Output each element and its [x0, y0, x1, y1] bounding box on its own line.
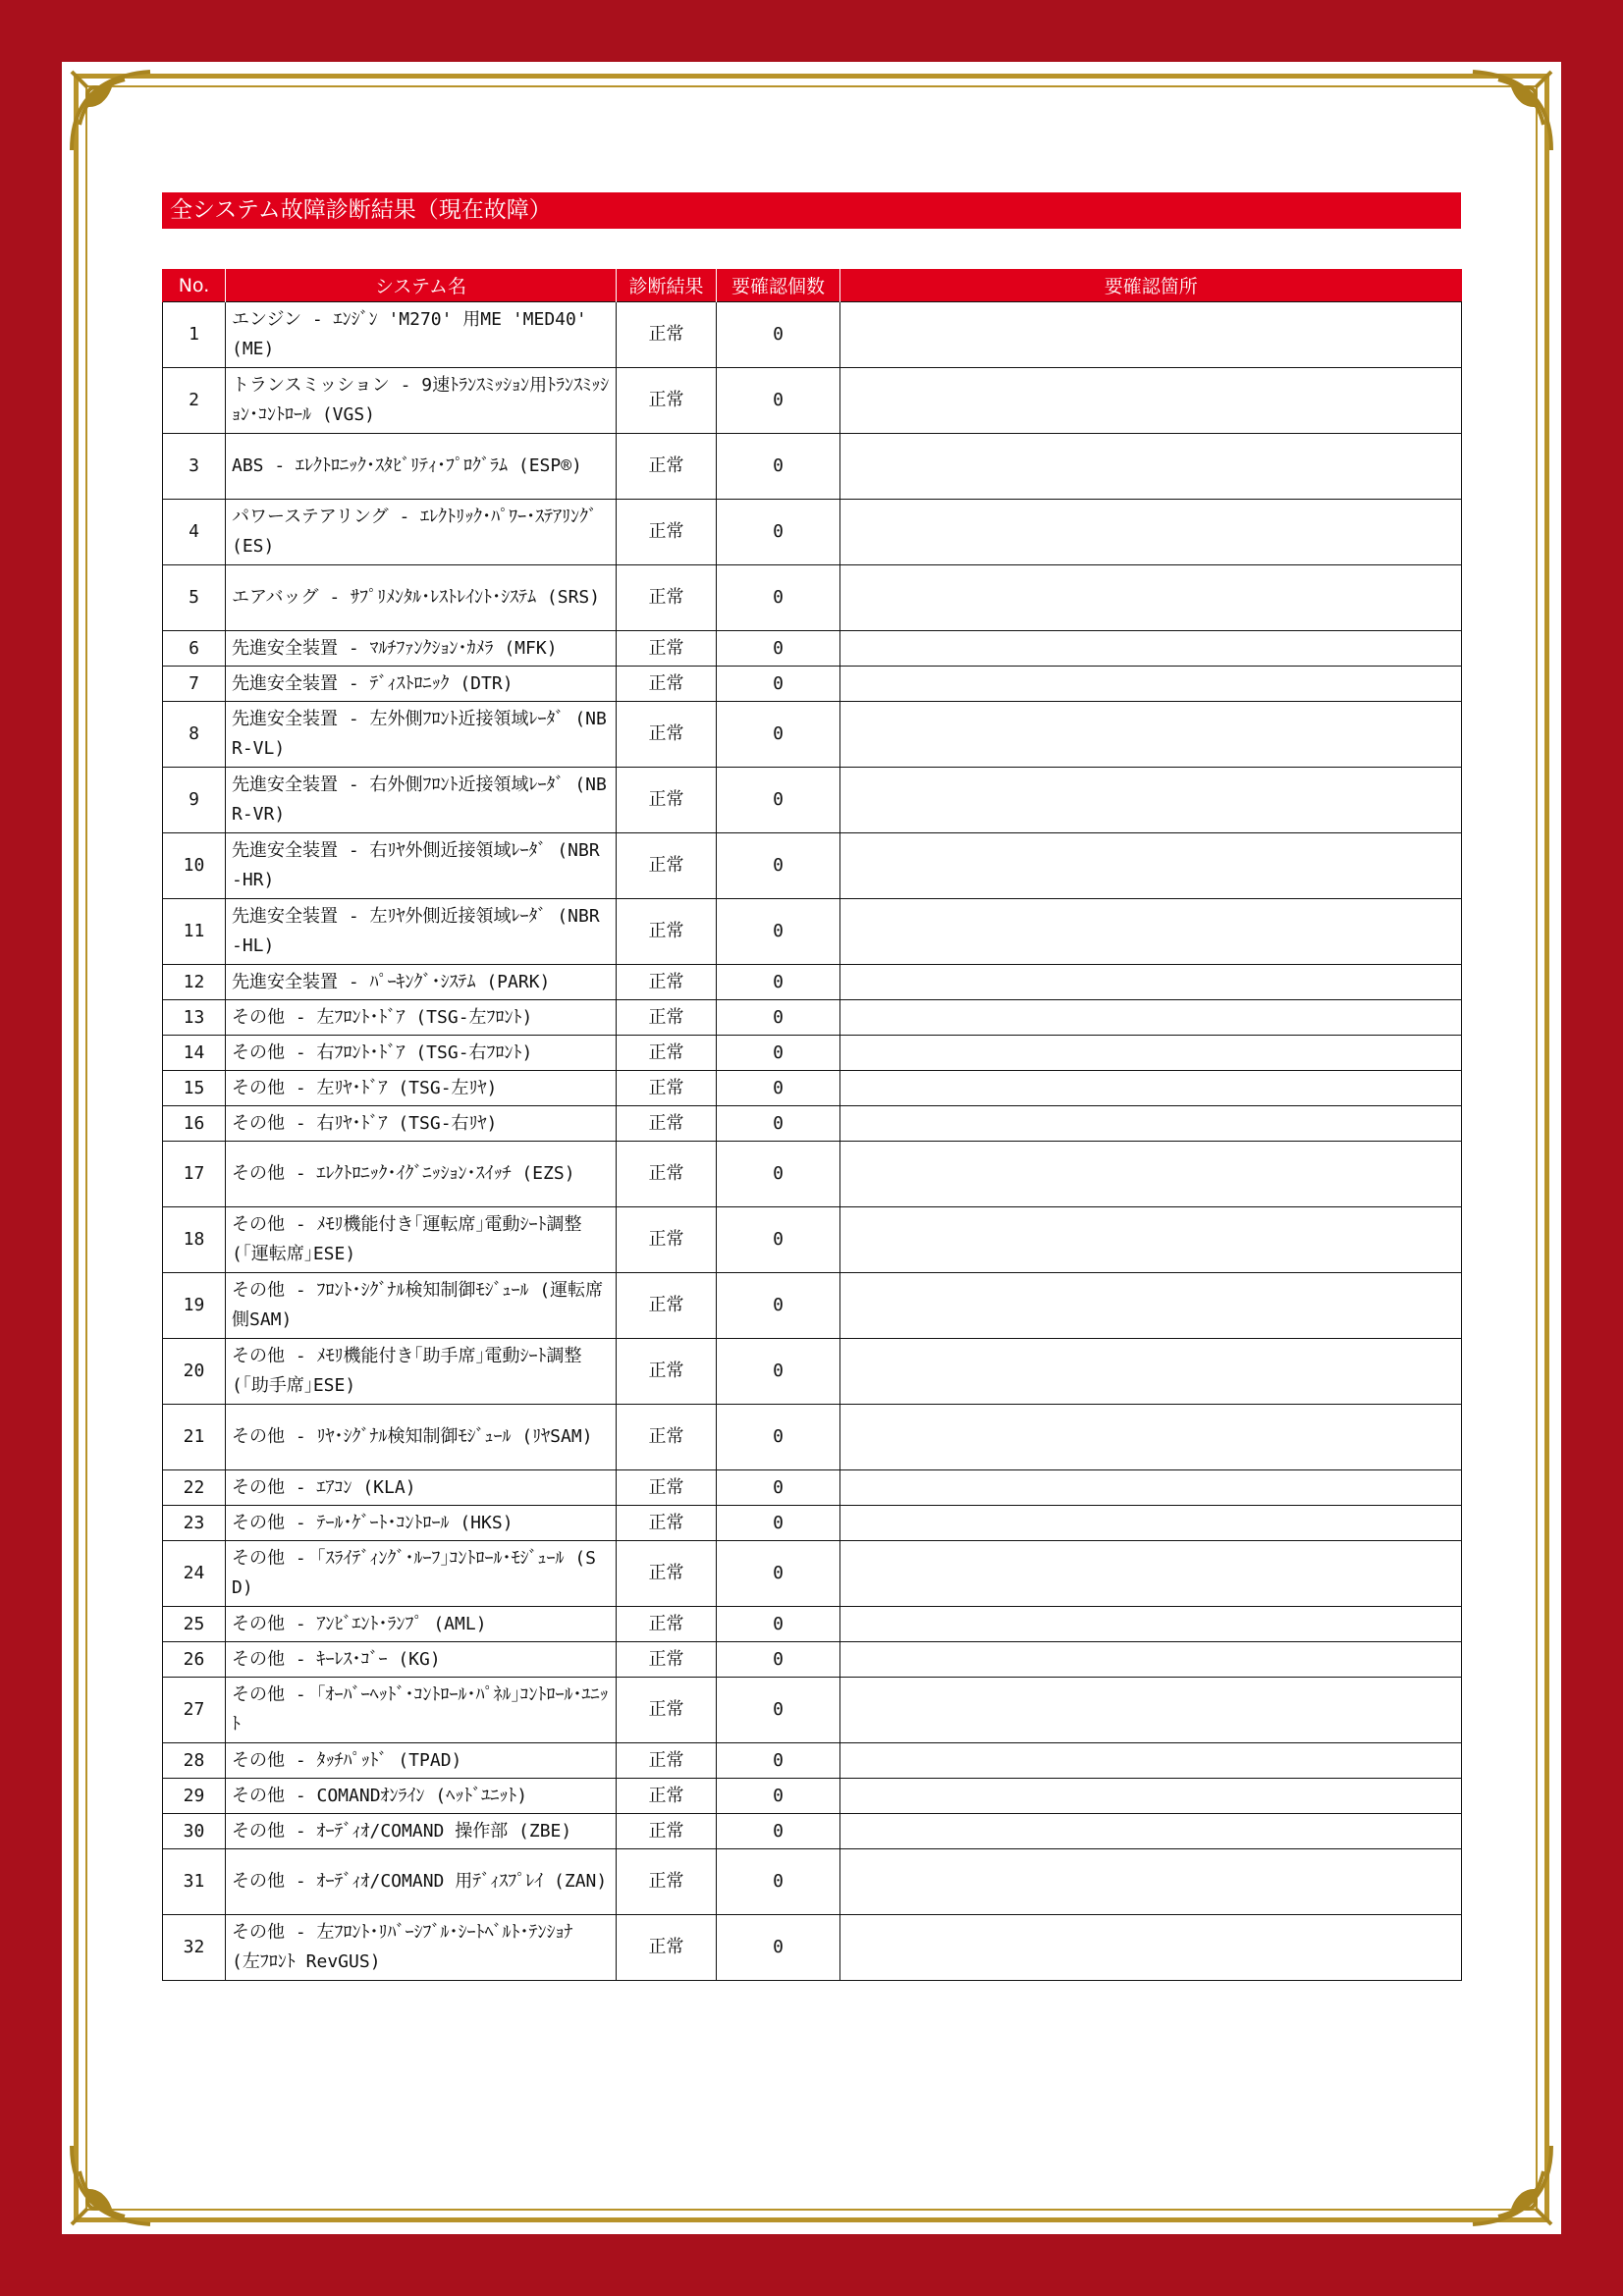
cell-system-name: 先進安全装置 - 左ﾘﾔ外側近接領域ﾚｰﾀﾞ (NBR-HL): [226, 899, 617, 965]
cell-result: 正常: [617, 565, 717, 631]
cell-check-location: [840, 1273, 1462, 1339]
cell-check-count: 0: [717, 1541, 840, 1607]
cell-check-count: 0: [717, 434, 840, 500]
cell-no: 9: [163, 768, 226, 833]
cell-result: 正常: [617, 1743, 717, 1779]
cell-no: 25: [163, 1607, 226, 1642]
cell-check-location: [840, 1207, 1462, 1273]
cell-check-location: [840, 1405, 1462, 1470]
table-row: [163, 1207, 1462, 1273]
cell-system-name: その他 - ﾌﾛﾝﾄ･ｼｸﾞﾅﾙ検知制御ﾓｼﾞｭｰﾙ (運転席側SAM): [226, 1273, 617, 1339]
cell-result: 正常: [617, 631, 717, 667]
cell-result: 正常: [617, 1036, 717, 1071]
cell-check-location: [840, 1849, 1462, 1915]
cell-system-name: 先進安全装置 - 右ﾘﾔ外側近接領域ﾚｰﾀﾞ (NBR-HR): [226, 833, 617, 899]
cell-result: 正常: [617, 965, 717, 1000]
table-row: [163, 631, 1462, 667]
cell-check-location: [840, 1743, 1462, 1779]
cell-no: 5: [163, 565, 226, 631]
cell-no: 10: [163, 833, 226, 899]
cell-system-name: 先進安全装置 - ﾊﾟｰｷﾝｸﾞ･ｼｽﾃﾑ (PARK): [226, 965, 617, 1000]
cell-check-location: [840, 1339, 1462, 1405]
cell-check-location: [840, 1106, 1462, 1142]
table-row: [163, 1339, 1462, 1405]
cell-check-count: 0: [717, 1849, 840, 1915]
cell-result: 正常: [617, 1915, 717, 1981]
cell-no: 31: [163, 1849, 226, 1915]
cell-check-location: [840, 434, 1462, 500]
cell-check-count: 0: [717, 1642, 840, 1678]
cell-check-location: [840, 302, 1462, 368]
cell-system-name: トランスミッション - 9速ﾄﾗﾝｽﾐｯｼｮﾝ用ﾄﾗﾝｽﾐｯｼｮﾝ･ｺﾝﾄﾛｰﾙ (VGS): [226, 368, 617, 434]
cell-no: 17: [163, 1142, 226, 1207]
cell-result: 正常: [617, 1849, 717, 1915]
cell-result: 正常: [617, 768, 717, 833]
header-result: 診断結果: [617, 269, 717, 302]
cell-result: 正常: [617, 1779, 717, 1814]
table-row: [163, 1142, 1462, 1207]
cell-check-count: 0: [717, 1106, 840, 1142]
cell-no: 6: [163, 631, 226, 667]
corner-ornament-icon: [1467, 66, 1557, 156]
table-row: [163, 1036, 1462, 1071]
cell-check-count: 0: [717, 1607, 840, 1642]
cell-check-count: 0: [717, 1036, 840, 1071]
cell-result: 正常: [617, 1607, 717, 1642]
cell-check-location: [840, 899, 1462, 965]
table-row: [163, 833, 1462, 899]
cell-result: 正常: [617, 1071, 717, 1106]
table-row: [163, 434, 1462, 500]
cell-check-count: 0: [717, 500, 840, 565]
cell-check-count: 0: [717, 768, 840, 833]
cell-no: 19: [163, 1273, 226, 1339]
cell-no: 1: [163, 302, 226, 368]
table-row: [163, 768, 1462, 833]
cell-system-name: その他 - ﾘﾔ･ｼｸﾞﾅﾙ検知制御ﾓｼﾞｭｰﾙ (ﾘﾔSAM): [226, 1405, 617, 1470]
cell-check-location: [840, 1642, 1462, 1678]
cell-result: 正常: [617, 1405, 717, 1470]
table-row: [163, 1678, 1462, 1743]
cell-result: 正常: [617, 500, 717, 565]
cell-result: 正常: [617, 368, 717, 434]
cell-system-name: その他 - ｴｱｺﾝ (KLA): [226, 1470, 617, 1506]
cell-result: 正常: [617, 434, 717, 500]
cell-check-location: [840, 368, 1462, 434]
table-row: [163, 1506, 1462, 1541]
cell-no: 11: [163, 899, 226, 965]
cell-check-location: [840, 1036, 1462, 1071]
cell-check-location: [840, 1915, 1462, 1981]
cell-check-location: [840, 565, 1462, 631]
cell-system-name: その他 - ﾒﾓﾘ機能付き｢運転席｣電動ｼｰﾄ調整 (｢運転席｣ESE): [226, 1207, 617, 1273]
cell-check-count: 0: [717, 1207, 840, 1273]
cell-check-count: 0: [717, 1743, 840, 1779]
table-row: [163, 302, 1462, 368]
cell-check-count: 0: [717, 1506, 840, 1541]
cell-check-count: 0: [717, 965, 840, 1000]
table-row: [163, 1849, 1462, 1915]
cell-system-name: その他 - ﾒﾓﾘ機能付き｢助手席｣電動ｼｰﾄ調整 (｢助手席｣ESE): [226, 1339, 617, 1405]
cell-no: 16: [163, 1106, 226, 1142]
cell-check-count: 0: [717, 368, 840, 434]
cell-no: 2: [163, 368, 226, 434]
cell-system-name: その他 - ｷｰﾚｽ･ｺﾞｰ (KG): [226, 1642, 617, 1678]
cell-system-name: その他 - 右ﾌﾛﾝﾄ･ﾄﾞｱ (TSG-右ﾌﾛﾝﾄ): [226, 1036, 617, 1071]
cell-system-name: エンジン - ｴﾝｼﾞﾝ 'M270' 用ME 'MED40' (ME): [226, 302, 617, 368]
cell-check-count: 0: [717, 1779, 840, 1814]
table-header-row: [163, 269, 1462, 302]
cell-system-name: パワーステアリング - ｴﾚｸﾄﾘｯｸ･ﾊﾟﾜｰ･ｽﾃｱﾘﾝｸﾞ (ES): [226, 500, 617, 565]
cell-system-name: その他 - 左ﾘﾔ･ﾄﾞｱ (TSG-左ﾘﾔ): [226, 1071, 617, 1106]
cell-system-name: その他 - ｴﾚｸﾄﾛﾆｯｸ･ｲｸﾞﾆｯｼｮﾝ･ｽｲｯﾁ (EZS): [226, 1142, 617, 1207]
cell-no: 4: [163, 500, 226, 565]
cell-result: 正常: [617, 667, 717, 702]
table-row: [163, 1743, 1462, 1779]
cell-check-count: 0: [717, 302, 840, 368]
table-row: [163, 368, 1462, 434]
cell-check-location: [840, 768, 1462, 833]
cell-system-name: その他 - 左ﾌﾛﾝﾄ･ﾄﾞｱ (TSG-左ﾌﾛﾝﾄ): [226, 1000, 617, 1036]
cell-check-location: [840, 1506, 1462, 1541]
cell-check-location: [840, 1470, 1462, 1506]
table-row: [163, 1106, 1462, 1142]
table-row: [163, 1405, 1462, 1470]
cell-result: 正常: [617, 302, 717, 368]
cell-result: 正常: [617, 1273, 717, 1339]
cell-no: 13: [163, 1000, 226, 1036]
cell-no: 18: [163, 1207, 226, 1273]
cell-no: 7: [163, 667, 226, 702]
cell-result: 正常: [617, 1207, 717, 1273]
cell-no: 12: [163, 965, 226, 1000]
cell-result: 正常: [617, 1000, 717, 1036]
cell-system-name: 先進安全装置 - ﾃﾞｨｽﾄﾛﾆｯｸ (DTR): [226, 667, 617, 702]
table-row: [163, 1000, 1462, 1036]
corner-ornament-icon: [66, 2140, 156, 2230]
table-row: [163, 1470, 1462, 1506]
cell-check-location: [840, 833, 1462, 899]
cell-system-name: その他 - 左ﾌﾛﾝﾄ･ﾘﾊﾞｰｼﾌﾞﾙ･ｼｰﾄﾍﾞﾙﾄ･ﾃﾝｼｮﾅ (左ﾌﾛﾝﾄ RevGUS): [226, 1915, 617, 1981]
table-row: [163, 1071, 1462, 1106]
cell-no: 32: [163, 1915, 226, 1981]
cell-check-location: [840, 1779, 1462, 1814]
table-row: [163, 1273, 1462, 1339]
table-row: [163, 1642, 1462, 1678]
cell-check-count: 0: [717, 1915, 840, 1981]
cell-system-name: 先進安全装置 - ﾏﾙﾁﾌｧﾝｸｼｮﾝ･ｶﾒﾗ (MFK): [226, 631, 617, 667]
cell-check-count: 0: [717, 631, 840, 667]
header-check-location: 要確認箇所: [840, 269, 1462, 302]
diagnosis-table: [162, 269, 1462, 1981]
cell-check-location: [840, 667, 1462, 702]
cell-result: 正常: [617, 1142, 717, 1207]
cell-no: 15: [163, 1071, 226, 1106]
cell-no: 23: [163, 1506, 226, 1541]
header-check-count: 要確認個数: [717, 269, 840, 302]
table-row: [163, 565, 1462, 631]
cell-result: 正常: [617, 1678, 717, 1743]
cell-no: 8: [163, 702, 226, 768]
table-row: [163, 965, 1462, 1000]
cell-no: 3: [163, 434, 226, 500]
table-row: [163, 1779, 1462, 1814]
cell-check-count: 0: [717, 1814, 840, 1849]
cell-result: 正常: [617, 1642, 717, 1678]
cell-system-name: その他 - ﾃｰﾙ･ｹﾞｰﾄ･ｺﾝﾄﾛｰﾙ (HKS): [226, 1506, 617, 1541]
cell-result: 正常: [617, 1339, 717, 1405]
cell-check-count: 0: [717, 1470, 840, 1506]
cell-check-count: 0: [717, 833, 840, 899]
cell-check-count: 0: [717, 1071, 840, 1106]
cell-check-count: 0: [717, 1142, 840, 1207]
corner-ornament-icon: [66, 66, 156, 156]
cell-system-name: その他 - ｵｰﾃﾞｨｵ/COMAND 用ﾃﾞｨｽﾌﾟﾚｲ (ZAN): [226, 1849, 617, 1915]
cell-check-count: 0: [717, 702, 840, 768]
cell-check-count: 0: [717, 667, 840, 702]
cell-check-count: 0: [717, 899, 840, 965]
cell-system-name: その他 - ｱﾝﾋﾞｴﾝﾄ･ﾗﾝﾌﾟ (AML): [226, 1607, 617, 1642]
cell-check-location: [840, 1000, 1462, 1036]
cell-result: 正常: [617, 899, 717, 965]
cell-no: 28: [163, 1743, 226, 1779]
table-row: [163, 899, 1462, 965]
cell-result: 正常: [617, 833, 717, 899]
cell-check-location: [840, 965, 1462, 1000]
cell-result: 正常: [617, 1106, 717, 1142]
cell-check-count: 0: [717, 1678, 840, 1743]
table-row: [163, 1607, 1462, 1642]
cell-check-count: 0: [717, 1339, 840, 1405]
cell-check-count: 0: [717, 565, 840, 631]
cell-no: 29: [163, 1779, 226, 1814]
cell-check-location: [840, 1541, 1462, 1607]
cell-result: 正常: [617, 1814, 717, 1849]
cell-system-name: 先進安全装置 - 右外側ﾌﾛﾝﾄ近接領域ﾚｰﾀﾞ (NBR-VR): [226, 768, 617, 833]
cell-check-location: [840, 1678, 1462, 1743]
cell-no: 22: [163, 1470, 226, 1506]
table-row: [163, 667, 1462, 702]
header-system-name: システム名: [226, 269, 617, 302]
table-row: [163, 500, 1462, 565]
cell-no: 27: [163, 1678, 226, 1743]
cell-no: 14: [163, 1036, 226, 1071]
cell-check-location: [840, 1814, 1462, 1849]
table-row: [163, 1541, 1462, 1607]
cell-system-name: その他 - ﾀｯﾁﾊﾟｯﾄﾞ (TPAD): [226, 1743, 617, 1779]
cell-check-count: 0: [717, 1405, 840, 1470]
cell-no: 24: [163, 1541, 226, 1607]
cell-check-location: [840, 702, 1462, 768]
table-row: [163, 1814, 1462, 1849]
header-no: No.: [163, 269, 226, 302]
cell-check-count: 0: [717, 1000, 840, 1036]
cell-system-name: その他 - 右ﾘﾔ･ﾄﾞｱ (TSG-右ﾘﾔ): [226, 1106, 617, 1142]
cell-no: 20: [163, 1339, 226, 1405]
cell-result: 正常: [617, 1470, 717, 1506]
page-title: 全システム故障診断結果（現在故障）: [162, 192, 1461, 229]
cell-check-location: [840, 1142, 1462, 1207]
cell-system-name: その他 - ｢ｽﾗｲﾃﾞｨﾝｸﾞ･ﾙｰﾌ｣ｺﾝﾄﾛｰﾙ･ﾓｼﾞｭｰﾙ (SD): [226, 1541, 617, 1607]
cell-result: 正常: [617, 1541, 717, 1607]
cell-result: 正常: [617, 1506, 717, 1541]
table-row: [163, 702, 1462, 768]
cell-system-name: ABS - ｴﾚｸﾄﾛﾆｯｸ･ｽﾀﾋﾞﾘﾃｨ･ﾌﾟﾛｸﾞﾗﾑ (ESP®): [226, 434, 617, 500]
cell-check-count: 0: [717, 1273, 840, 1339]
cell-system-name: その他 - COMANDｵﾝﾗｲﾝ (ﾍｯﾄﾞﾕﾆｯﾄ): [226, 1779, 617, 1814]
cell-system-name: その他 - ｵｰﾃﾞｨｵ/COMAND 操作部 (ZBE): [226, 1814, 617, 1849]
cell-system-name: エアバッグ - ｻﾌﾟﾘﾒﾝﾀﾙ･ﾚｽﾄﾚｲﾝﾄ･ｼｽﾃﾑ (SRS): [226, 565, 617, 631]
cell-check-location: [840, 631, 1462, 667]
corner-ornament-icon: [1467, 2140, 1557, 2230]
cell-check-location: [840, 1071, 1462, 1106]
cell-no: 26: [163, 1642, 226, 1678]
table-row: [163, 1915, 1462, 1981]
cell-system-name: その他 - ｢ｵｰﾊﾞｰﾍｯﾄﾞ･ｺﾝﾄﾛｰﾙ･ﾊﾟﾈﾙ｣ｺﾝﾄﾛｰﾙ･ﾕﾆｯﾄ: [226, 1678, 617, 1743]
cell-result: 正常: [617, 702, 717, 768]
cell-check-location: [840, 1607, 1462, 1642]
cell-system-name: 先進安全装置 - 左外側ﾌﾛﾝﾄ近接領域ﾚｰﾀﾞ (NBR-VL): [226, 702, 617, 768]
cell-check-location: [840, 500, 1462, 565]
cell-no: 21: [163, 1405, 226, 1470]
cell-no: 30: [163, 1814, 226, 1849]
